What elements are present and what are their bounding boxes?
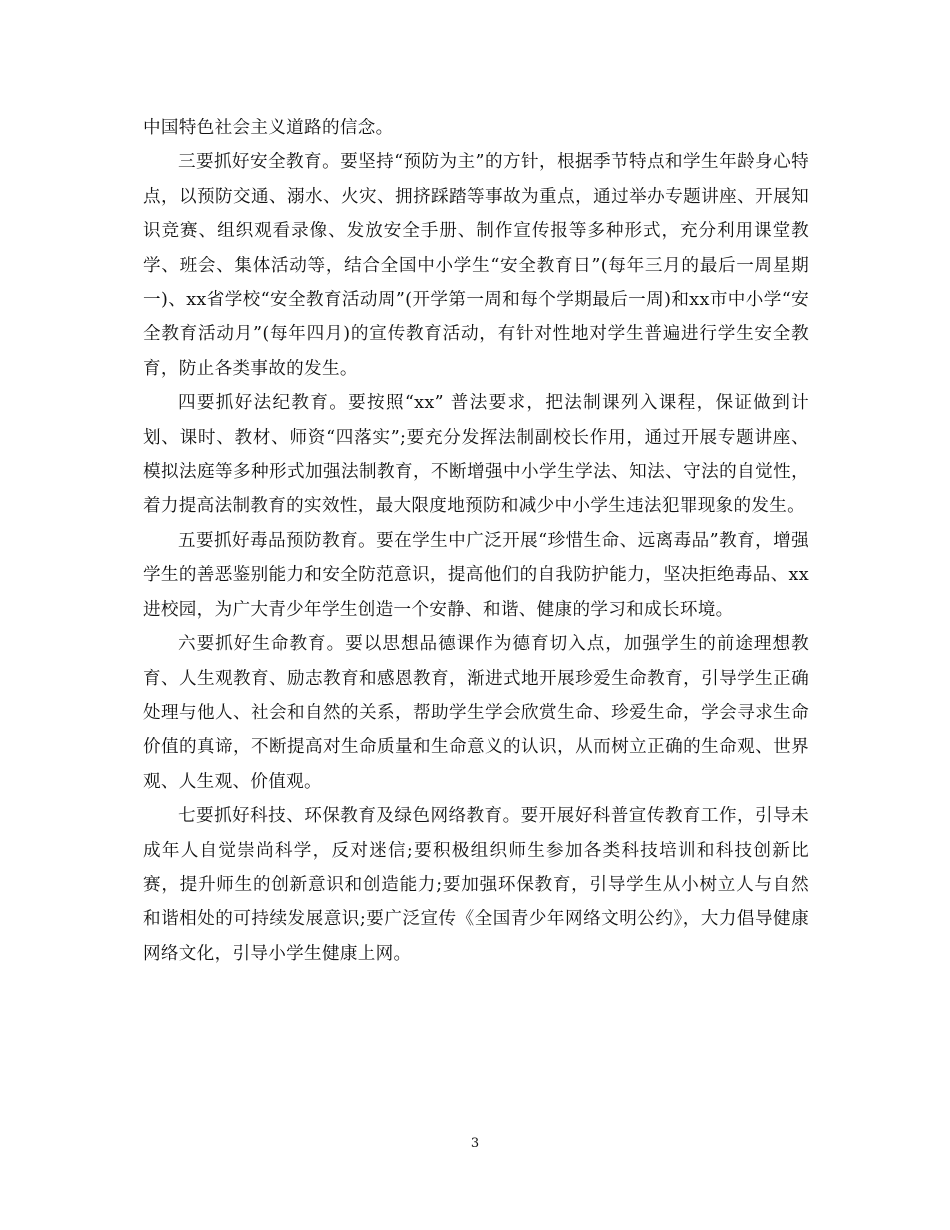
page-number: 3 [470,1136,480,1151]
paragraph-drug-prevention: 五要抓好毒品预防教育。要在学生中广泛开展“珍惜生命、远离毒品”教育，增强学生的善恶鉴别能力和安全防范意识，提高他们的自我防护能力，坚决拒绝毒品、xx进校园，为广大青少年学生创造一个安静、和谐、健康的学习和成长环境。 [143,530,809,620]
paragraph-safety-education: 三要抓好安全教育。要坚持“预防为主”的方针，根据季节特点和学生年龄身心特点，以预防交通、溺水、火灾、拥挤踩踏等事故为重点，通过举办专题讲座、开展知识竞赛、组织观看录像、发放安全手册、制作宣传报等多种形式，充分利用课堂教学、班会、集体活动等，结合全国中小学生“安全教育日”(每年三月的最后一周星期一)、xx省学校“安全教育活动周”(开学第一周和每个学期最后一周)和xx市中小学“安全教育活动月”(每年四月)的宣传教育活动，有针对性地对学生普遍进行学生安全教育，防止各类事故的发生。 [143,152,809,379]
paragraph-technology-environment: 七要抓好科技、环保教育及绿色网络教育。要开展好科普宣传教育工作，引导未成年人自觉崇尚科学，反对迷信;要积极组织师生参加各类科技培训和科技创新比赛，提升师生的创新意识和创造能力;要加强环保教育，引导学生从小树立人与自然和谐相处的可持续发展意识;要广泛宣传《全国青少年网络文明公约》，大力倡导健康网络文化，引导小学生健康上网。 [143,806,809,964]
paragraph-legal-education: 四要抓好法纪教育。要按照“xx” 普法要求，把法制课列入课程，保证做到计划、课时、教材、师资“四落实”;要充分发挥法制副校长作用，通过开展专题讲座、模拟法庭等多种形式加强法制教育，不断增强中小学生学法、知法、守法的自觉性，着力提高法制教育的实效性，最大限度地预防和减少中小学生违法犯罪现象的发生。 [143,393,809,517]
document-body [143,111,809,971]
paragraph-life-education: 六要抓好生命教育。要以思想品德课作为德育切入点，加强学生的前途理想教育、人生观教育、励志教育和感恩教育，渐进式地开展珍爱生命教育，引导学生正确处理与他人、社会和自然的关系，帮助学生学会欣赏生命、珍爱生命，学会寻求生命价值的真谛，不断提高对生命质量和生命意义的认识，从而树立正确的生命观、世界观、人生观、价值观。 [143,634,809,792]
paragraph-continuation: 中国特色社会主义道路的信念。 [143,118,394,138]
